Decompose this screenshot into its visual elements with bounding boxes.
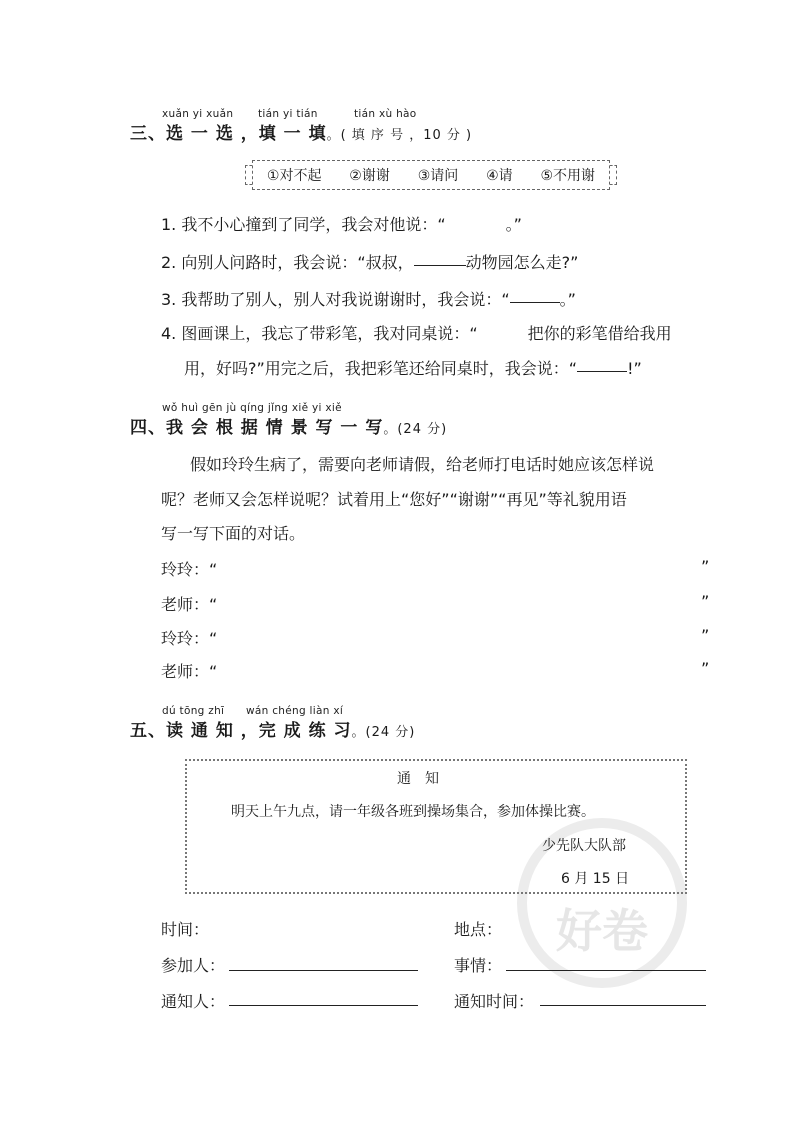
section3-score: 。( 填 序 号 ，10 分 ) (326, 128, 473, 143)
dialog-end-4: ” (701, 659, 710, 678)
question-2-end: 动物园怎么走?” (465, 253, 579, 272)
field-people-line[interactable] (229, 970, 418, 971)
dialog-speaker-1: 玲玲：“ (161, 560, 218, 579)
question-3-blank[interactable] (510, 301, 560, 303)
notice-sign: 少先队大队部 (542, 838, 626, 854)
question-3-text: 3. 我帮助了别人，别人对我说谢谢时，我会说：“ (161, 290, 510, 309)
option-2: ②谢谢 (349, 168, 390, 184)
dialog-speaker-4: 老师：“ (161, 662, 218, 681)
section4-para-line2: 呢？老师又会怎样说呢？试着用上“您好”“谢谢”“再见”等礼貌用语 (161, 490, 627, 509)
pinyin-tian-xu-hao: tián xù hào (354, 108, 417, 120)
option-5: ⑤不用谢 (540, 168, 596, 184)
pinyin-wan-cheng-lian-xi: wán chéng liàn xí (246, 705, 344, 717)
question-2-blank[interactable] (414, 264, 466, 266)
section3-title: 三、选 一 选 ，填 一 填 (130, 124, 327, 144)
option-1: ①对不起 (266, 168, 322, 184)
section5-title: 五、读 通 知 ，完 成 练 习 (130, 721, 352, 741)
field-notifier-line[interactable] (229, 1005, 418, 1006)
section5-heading (130, 716, 415, 741)
field-place-label: 地点： (454, 920, 503, 939)
field-notice-time-line[interactable] (540, 1005, 706, 1006)
question-2-text: 2. 向别人问路时，我会说：“叔叔， (161, 253, 414, 272)
question-4-line1 (161, 321, 672, 344)
option-3: ③请问 (417, 168, 459, 184)
pinyin-section4: wǒ huì gēn jù qíng jǐng xiě yi xiě (162, 402, 342, 414)
option-4: ④请 (486, 168, 513, 184)
dialog-end-1: ” (701, 557, 710, 576)
pinyin-du-tong-zhi: dú tōng zhī (162, 705, 225, 717)
section4-para-line1: 假如玲玲生病了，需要向老师请假，给老师打电话时她应该怎样说 (190, 455, 655, 474)
section3-heading (130, 119, 472, 144)
section4-para-line3: 写一写下面的对话。 (161, 524, 306, 543)
question-2 (161, 250, 578, 273)
question-4-end: !” (627, 359, 642, 378)
section4-title: 四、我 会 根 据 情 景 写 一 写 (130, 418, 384, 438)
pinyin-xuan-yi-xuan: xuǎn yi xuǎn (162, 108, 234, 120)
field-notice-time-label: 通知时间： (454, 992, 535, 1011)
notice-body: 明天上午九点，请一年级各班到操场集合，参加体操比赛。 (231, 804, 595, 820)
section4-score: 。(24 分) (383, 422, 448, 437)
dialog-end-2: ” (701, 592, 710, 611)
question-1 (161, 212, 522, 235)
question-4-text-a: 4. 图画课上，我忘了带彩笔，我对同桌说：“ (161, 324, 478, 343)
question-1-text: 1. 我不小心撞到了同学，我会对他说：“ (161, 215, 446, 234)
notice-date: 6 月 15 日 (561, 871, 630, 887)
field-event-line[interactable] (506, 970, 706, 971)
watermark-text: 好卷 (556, 904, 648, 958)
dialog-speaker-3: 玲玲：“ (161, 629, 218, 648)
section5-score: 。(24 分) (351, 725, 416, 740)
options-box (252, 160, 610, 190)
field-time-label: 时间： (161, 920, 210, 939)
notice-box (185, 759, 687, 894)
notice-title: 通 知 (397, 771, 439, 787)
pinyin-tian-yi-tian: tián yi tián (258, 108, 318, 120)
field-notifier-label: 通知人： (161, 992, 226, 1011)
question-4-blank[interactable] (577, 370, 627, 372)
question-4-text-b: 把你的彩笔借给我用 (527, 324, 672, 343)
section4-heading (130, 413, 447, 438)
question-1-end: 。” (505, 215, 522, 234)
field-event-label: 事情： (454, 956, 503, 975)
question-3-end: 。” (559, 290, 576, 309)
question-4-line2 (184, 356, 642, 379)
question-3 (161, 287, 576, 310)
dialog-end-3: ” (701, 626, 710, 645)
question-4-text-c: 用，好吗?”用完之后，我把彩笔还给同桌时，我会说：“ (184, 359, 578, 378)
dialog-speaker-2: 老师：“ (161, 595, 218, 614)
field-people-label: 参加人： (161, 956, 226, 975)
